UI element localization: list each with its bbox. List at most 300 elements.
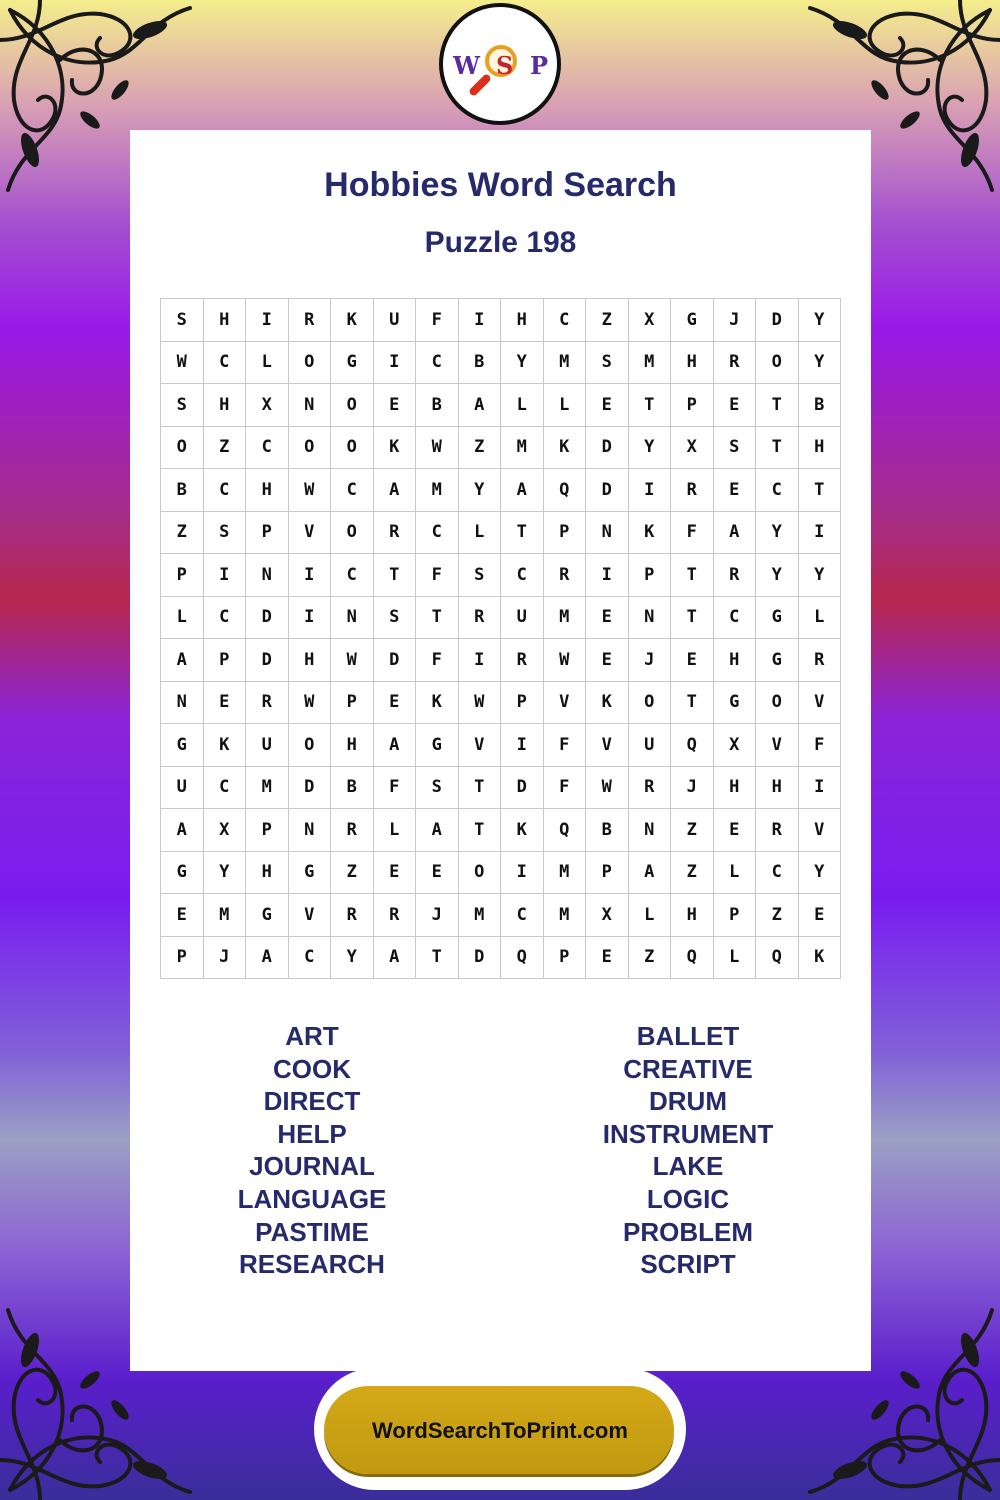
grid-cell[interactable]: D <box>501 766 544 809</box>
grid-cell[interactable]: M <box>543 894 586 937</box>
word-item: INSTRUMENT <box>602 1118 774 1149</box>
word-item: PROBLEM <box>623 1216 753 1247</box>
word-item: DRUM <box>649 1086 727 1117</box>
grid-cell[interactable]: W <box>543 639 586 682</box>
grid-cell[interactable]: R <box>458 596 501 639</box>
grid-cell[interactable]: E <box>586 596 629 639</box>
grid-cell[interactable]: C <box>543 299 586 342</box>
grid-cell[interactable]: I <box>628 469 671 512</box>
word-item: SCRIPT <box>640 1249 736 1280</box>
grid-cell[interactable]: P <box>331 681 374 724</box>
grid-cell[interactable]: M <box>416 469 459 512</box>
grid-cell[interactable]: K <box>373 426 416 469</box>
grid-cell[interactable]: M <box>543 596 586 639</box>
word-item: LAKE <box>652 1151 724 1182</box>
word-item: ART <box>285 1021 339 1051</box>
grid-cell[interactable]: T <box>458 766 501 809</box>
grid-cell[interactable]: X <box>713 724 756 767</box>
grid-row <box>161 724 841 767</box>
grid-cell[interactable]: N <box>331 596 374 639</box>
grid-cell[interactable]: C <box>203 596 246 639</box>
word-item: LOGIC <box>646 1183 730 1214</box>
grid-cell[interactable]: H <box>798 426 841 469</box>
grid-cell[interactable]: I <box>501 724 544 767</box>
grid-cell[interactable]: U <box>628 724 671 767</box>
grid-cell[interactable]: Y <box>798 554 841 597</box>
grid-cell[interactable]: V <box>798 681 841 724</box>
grid-cell[interactable]: T <box>756 384 799 427</box>
grid-cell[interactable]: Z <box>628 936 671 979</box>
grid-cell[interactable]: T <box>628 384 671 427</box>
grid-cell[interactable]: M <box>543 851 586 894</box>
grid-cell[interactable]: H <box>246 851 289 894</box>
grid-cell[interactable]: L <box>713 851 756 894</box>
word-list-left <box>162 1020 462 1281</box>
grid-cell[interactable]: E <box>671 639 714 682</box>
puzzle-number: Puzzle 198 <box>424 226 577 259</box>
grid-cell[interactable]: S <box>203 511 246 554</box>
logo-letter: W <box>453 51 480 80</box>
grid-cell[interactable]: O <box>288 341 331 384</box>
grid-cell[interactable]: I <box>798 766 841 809</box>
grid-cell[interactable]: D <box>586 426 629 469</box>
grid-cell[interactable]: A <box>713 511 756 554</box>
grid-cell[interactable]: R <box>671 469 714 512</box>
grid-cell[interactable]: Y <box>798 851 841 894</box>
grid-cell[interactable]: L <box>501 384 544 427</box>
grid-cell[interactable]: N <box>288 809 331 852</box>
grid-cell[interactable]: A <box>458 384 501 427</box>
word-item: LANGUAGE <box>237 1183 387 1214</box>
grid-cell[interactable]: F <box>671 511 714 554</box>
grid-cell[interactable]: F <box>416 639 459 682</box>
grid-cell[interactable]: D <box>756 299 799 342</box>
grid-cell[interactable]: B <box>416 384 459 427</box>
grid-cell[interactable]: C <box>756 851 799 894</box>
grid-cell[interactable]: A <box>373 936 416 979</box>
grid-cell[interactable]: N <box>586 511 629 554</box>
grid-cell[interactable]: G <box>713 681 756 724</box>
grid-cell[interactable]: S <box>586 341 629 384</box>
grid-cell[interactable]: C <box>416 341 459 384</box>
grid-cell[interactable]: T <box>416 596 459 639</box>
grid-cell[interactable]: H <box>671 341 714 384</box>
grid-cell[interactable]: O <box>756 681 799 724</box>
grid-cell[interactable]: H <box>203 299 246 342</box>
grid-cell[interactable]: R <box>246 681 289 724</box>
grid-cell[interactable]: Z <box>671 809 714 852</box>
grid-row <box>161 469 841 512</box>
grid-cell[interactable]: A <box>628 851 671 894</box>
grid-cell[interactable]: S <box>458 554 501 597</box>
grid-cell[interactable]: I <box>288 554 331 597</box>
grid-cell[interactable]: T <box>458 809 501 852</box>
grid-cell[interactable]: H <box>288 639 331 682</box>
grid-cell[interactable]: K <box>203 724 246 767</box>
grid-cell[interactable]: E <box>373 384 416 427</box>
grid-row <box>161 894 841 937</box>
grid-cell[interactable]: G <box>288 851 331 894</box>
grid-cell[interactable]: C <box>203 766 246 809</box>
grid-cell[interactable]: D <box>586 469 629 512</box>
grid-cell[interactable]: E <box>713 809 756 852</box>
word-item: BALLET <box>636 1021 740 1051</box>
grid-cell[interactable]: G <box>331 341 374 384</box>
grid-cell[interactable]: K <box>416 681 459 724</box>
grid-cell[interactable]: E <box>586 384 629 427</box>
grid-row <box>161 936 841 979</box>
grid-cell[interactable]: D <box>373 639 416 682</box>
grid-row <box>161 299 841 342</box>
grid-cell[interactable]: P <box>713 894 756 937</box>
grid-cell[interactable]: B <box>161 469 204 512</box>
word-item: COOK <box>273 1053 351 1084</box>
grid-cell[interactable]: S <box>161 299 204 342</box>
grid-cell[interactable]: F <box>543 724 586 767</box>
grid-cell[interactable]: K <box>331 299 374 342</box>
grid-cell[interactable]: X <box>628 299 671 342</box>
grid-cell[interactable]: I <box>373 341 416 384</box>
grid-cell[interactable]: R <box>543 554 586 597</box>
grid-cell[interactable]: J <box>713 299 756 342</box>
grid-cell[interactable]: K <box>501 809 544 852</box>
grid-cell[interactable]: Q <box>543 809 586 852</box>
grid-cell[interactable]: Y <box>628 426 671 469</box>
grid-cell[interactable]: U <box>501 596 544 639</box>
grid-row <box>161 851 841 894</box>
grid-cell[interactable]: E <box>798 894 841 937</box>
grid-cell[interactable]: I <box>458 639 501 682</box>
grid-cell[interactable]: G <box>671 299 714 342</box>
grid-cell[interactable]: A <box>416 809 459 852</box>
grid-cell[interactable]: P <box>543 511 586 554</box>
grid-row <box>161 341 841 384</box>
grid-cell[interactable]: N <box>628 809 671 852</box>
grid-row <box>161 809 841 852</box>
grid-cell[interactable]: W <box>288 469 331 512</box>
grid-cell[interactable]: V <box>288 894 331 937</box>
grid-cell[interactable]: L <box>373 809 416 852</box>
grid-cell[interactable]: Y <box>203 851 246 894</box>
footer-banner[interactable] <box>314 1368 686 1490</box>
grid-cell[interactable]: J <box>203 936 246 979</box>
grid-cell[interactable]: Y <box>458 469 501 512</box>
grid-cell[interactable]: M <box>628 341 671 384</box>
grid-cell[interactable]: O <box>756 341 799 384</box>
grid-cell[interactable]: L <box>246 341 289 384</box>
grid-cell[interactable]: M <box>246 766 289 809</box>
grid-cell[interactable]: A <box>501 469 544 512</box>
grid-cell[interactable]: R <box>713 554 756 597</box>
grid-cell[interactable]: C <box>756 469 799 512</box>
grid-cell[interactable]: J <box>671 766 714 809</box>
grid-cell[interactable]: P <box>203 639 246 682</box>
grid-cell[interactable]: R <box>713 341 756 384</box>
grid-cell[interactable]: Q <box>543 469 586 512</box>
grid-cell[interactable]: E <box>203 681 246 724</box>
grid-cell[interactable]: Z <box>458 426 501 469</box>
grid-cell[interactable]: A <box>161 639 204 682</box>
grid-cell[interactable]: G <box>756 639 799 682</box>
grid-cell[interactable]: I <box>203 554 246 597</box>
grid-cell[interactable]: N <box>161 681 204 724</box>
grid-cell[interactable]: Y <box>756 554 799 597</box>
grid-cell[interactable]: R <box>756 809 799 852</box>
site-logo[interactable] <box>439 3 561 125</box>
grid-cell[interactable]: G <box>161 851 204 894</box>
logo-letter: S <box>496 51 514 80</box>
grid-cell[interactable]: D <box>246 639 289 682</box>
grid-cell[interactable]: S <box>373 596 416 639</box>
grid-cell[interactable]: B <box>331 766 374 809</box>
grid-cell[interactable]: E <box>713 469 756 512</box>
grid-cell[interactable]: R <box>798 639 841 682</box>
grid-cell[interactable]: M <box>543 341 586 384</box>
grid-cell[interactable]: I <box>246 299 289 342</box>
grid-cell[interactable]: Q <box>756 936 799 979</box>
puzzle-card <box>130 130 871 1371</box>
grid-cell[interactable]: U <box>373 299 416 342</box>
grid-cell[interactable]: D <box>288 766 331 809</box>
grid-cell[interactable]: B <box>586 809 629 852</box>
grid-cell[interactable]: L <box>543 384 586 427</box>
word-item: HELP <box>277 1118 347 1149</box>
grid-cell[interactable]: W <box>416 426 459 469</box>
grid-cell[interactable]: C <box>331 554 374 597</box>
grid-cell[interactable]: F <box>798 724 841 767</box>
grid-cell[interactable]: X <box>203 809 246 852</box>
grid-cell[interactable]: O <box>331 511 374 554</box>
grid-cell[interactable]: Q <box>501 936 544 979</box>
grid-cell[interactable]: B <box>458 341 501 384</box>
grid-cell[interactable]: E <box>586 639 629 682</box>
grid-cell[interactable]: P <box>543 936 586 979</box>
grid-cell[interactable]: T <box>671 681 714 724</box>
letter-grid <box>160 298 841 979</box>
grid-cell[interactable]: Z <box>586 299 629 342</box>
grid-cell[interactable]: T <box>416 936 459 979</box>
grid-cell[interactable]: P <box>246 809 289 852</box>
grid-cell[interactable]: I <box>501 851 544 894</box>
grid-cell[interactable]: Y <box>501 341 544 384</box>
grid-cell[interactable]: K <box>586 681 629 724</box>
grid-cell[interactable]: H <box>713 766 756 809</box>
grid-cell[interactable]: H <box>331 724 374 767</box>
grid-cell[interactable]: V <box>458 724 501 767</box>
grid-cell[interactable]: P <box>586 851 629 894</box>
grid-cell[interactable]: T <box>501 511 544 554</box>
grid-cell[interactable]: Z <box>671 851 714 894</box>
grid-cell[interactable]: N <box>288 384 331 427</box>
word-item: DIRECT <box>263 1086 361 1117</box>
grid-cell[interactable]: M <box>203 894 246 937</box>
grid-cell[interactable]: E <box>373 851 416 894</box>
grid-cell[interactable]: C <box>203 341 246 384</box>
grid-cell[interactable]: G <box>756 596 799 639</box>
grid-cell[interactable]: X <box>671 426 714 469</box>
grid-row <box>161 639 841 682</box>
grid-cell[interactable]: Y <box>798 341 841 384</box>
grid-cell[interactable]: Q <box>671 936 714 979</box>
grid-cell[interactable]: O <box>161 426 204 469</box>
grid-row <box>161 384 841 427</box>
site-link[interactable]: WordSearchToPrint.com <box>372 1418 628 1443</box>
word-item: CREATIVE <box>623 1053 753 1084</box>
word-list-right <box>538 1020 838 1281</box>
grid-cell[interactable]: S <box>161 384 204 427</box>
grid-cell[interactable]: F <box>373 766 416 809</box>
grid-row <box>161 681 841 724</box>
grid-cell[interactable]: H <box>671 894 714 937</box>
word-item: PASTIME <box>255 1216 369 1247</box>
page-title: Hobbies Word Search <box>324 166 677 204</box>
grid-cell[interactable]: R <box>288 299 331 342</box>
grid-cell[interactable]: I <box>288 596 331 639</box>
grid-cell[interactable]: U <box>161 766 204 809</box>
grid-cell[interactable]: A <box>373 469 416 512</box>
grid-cell[interactable]: M <box>501 426 544 469</box>
grid-cell[interactable]: D <box>458 936 501 979</box>
grid-cell[interactable]: L <box>628 894 671 937</box>
grid-cell[interactable]: C <box>203 469 246 512</box>
grid-cell[interactable]: N <box>628 596 671 639</box>
word-item: RESEARCH <box>239 1249 385 1280</box>
grid-cell[interactable]: R <box>501 639 544 682</box>
grid-cell[interactable]: S <box>713 426 756 469</box>
grid-cell[interactable]: G <box>246 894 289 937</box>
grid-cell[interactable]: I <box>458 299 501 342</box>
grid-cell[interactable]: M <box>458 894 501 937</box>
grid-cell[interactable]: Z <box>161 511 204 554</box>
grid-cell[interactable]: Y <box>798 299 841 342</box>
grid-cell[interactable]: C <box>501 894 544 937</box>
grid-cell[interactable]: Z <box>203 426 246 469</box>
grid-cell[interactable]: K <box>798 936 841 979</box>
grid-cell[interactable]: P <box>501 681 544 724</box>
grid-cell[interactable]: L <box>798 596 841 639</box>
grid-cell[interactable]: O <box>331 384 374 427</box>
grid-cell[interactable]: V <box>798 809 841 852</box>
grid-cell[interactable]: R <box>373 511 416 554</box>
grid-cell[interactable]: L <box>458 511 501 554</box>
grid-cell[interactable]: R <box>373 894 416 937</box>
grid-cell[interactable]: G <box>416 724 459 767</box>
logo-letter: P <box>530 51 549 80</box>
grid-row <box>161 511 841 554</box>
grid-cell[interactable]: C <box>331 469 374 512</box>
grid-cell[interactable]: G <box>161 724 204 767</box>
grid-cell[interactable]: O <box>288 724 331 767</box>
grid-cell[interactable]: W <box>331 639 374 682</box>
grid-cell[interactable]: R <box>628 766 671 809</box>
grid-cell[interactable]: V <box>543 681 586 724</box>
grid-cell[interactable]: F <box>543 766 586 809</box>
grid-cell[interactable]: T <box>671 596 714 639</box>
grid-cell[interactable]: X <box>246 384 289 427</box>
grid-cell[interactable]: L <box>161 596 204 639</box>
grid-cell[interactable]: Z <box>756 894 799 937</box>
grid-row <box>161 596 841 639</box>
grid-cell[interactable]: X <box>586 894 629 937</box>
grid-cell[interactable]: C <box>713 596 756 639</box>
grid-cell[interactable]: H <box>501 299 544 342</box>
grid-cell[interactable]: H <box>756 766 799 809</box>
grid-cell[interactable]: O <box>331 426 374 469</box>
grid-row <box>161 766 841 809</box>
grid-cell[interactable]: P <box>671 384 714 427</box>
grid-cell[interactable]: J <box>416 894 459 937</box>
grid-cell[interactable]: V <box>756 724 799 767</box>
grid-cell[interactable]: C <box>246 426 289 469</box>
grid-cell[interactable]: R <box>331 809 374 852</box>
grid-cell[interactable]: V <box>288 511 331 554</box>
grid-cell[interactable]: V <box>586 724 629 767</box>
grid-cell[interactable]: O <box>628 681 671 724</box>
grid-cell[interactable]: F <box>416 554 459 597</box>
grid-cell[interactable]: I <box>798 511 841 554</box>
grid-cell[interactable]: A <box>373 724 416 767</box>
grid-cell[interactable]: T <box>798 469 841 512</box>
grid-cell[interactable]: K <box>543 426 586 469</box>
grid-cell[interactable]: O <box>458 851 501 894</box>
grid-cell[interactable]: U <box>246 724 289 767</box>
grid-cell[interactable]: H <box>246 469 289 512</box>
grid-cell[interactable]: J <box>628 639 671 682</box>
grid-cell[interactable]: W <box>288 681 331 724</box>
grid-cell[interactable]: T <box>756 426 799 469</box>
grid-cell[interactable]: P <box>628 554 671 597</box>
grid-cell[interactable]: A <box>246 936 289 979</box>
grid-cell[interactable]: C <box>288 936 331 979</box>
grid-cell[interactable]: T <box>373 554 416 597</box>
grid-cell[interactable]: I <box>586 554 629 597</box>
grid-cell[interactable]: F <box>416 299 459 342</box>
grid-cell[interactable]: E <box>586 936 629 979</box>
grid-cell[interactable]: H <box>203 384 246 427</box>
grid-cell[interactable]: P <box>161 936 204 979</box>
grid-cell[interactable]: E <box>713 384 756 427</box>
grid-cell[interactable]: P <box>246 511 289 554</box>
grid-cell[interactable]: Y <box>331 936 374 979</box>
grid-cell[interactable]: S <box>416 766 459 809</box>
grid-cell[interactable]: H <box>713 639 756 682</box>
grid-cell[interactable]: C <box>501 554 544 597</box>
grid-cell[interactable]: E <box>373 681 416 724</box>
grid-cell[interactable]: N <box>246 554 289 597</box>
grid-cell[interactable]: W <box>161 341 204 384</box>
grid-cell[interactable]: Z <box>331 851 374 894</box>
grid-cell[interactable]: E <box>416 851 459 894</box>
grid-row <box>161 426 841 469</box>
grid-cell[interactable]: Q <box>671 724 714 767</box>
grid-cell[interactable]: P <box>161 554 204 597</box>
grid-cell[interactable]: R <box>331 894 374 937</box>
grid-cell[interactable]: B <box>798 384 841 427</box>
grid-cell[interactable]: K <box>628 511 671 554</box>
word-item: JOURNAL <box>249 1151 375 1182</box>
grid-cell[interactable]: A <box>161 809 204 852</box>
grid-cell[interactable]: W <box>458 681 501 724</box>
grid-row <box>161 554 841 597</box>
grid-cell[interactable]: E <box>161 894 204 937</box>
grid-cell[interactable]: D <box>246 596 289 639</box>
grid-cell[interactable]: O <box>288 426 331 469</box>
grid-cell[interactable]: L <box>713 936 756 979</box>
grid-cell[interactable]: W <box>586 766 629 809</box>
grid-cell[interactable]: Y <box>756 511 799 554</box>
grid-cell[interactable]: T <box>671 554 714 597</box>
grid-cell[interactable]: C <box>416 511 459 554</box>
